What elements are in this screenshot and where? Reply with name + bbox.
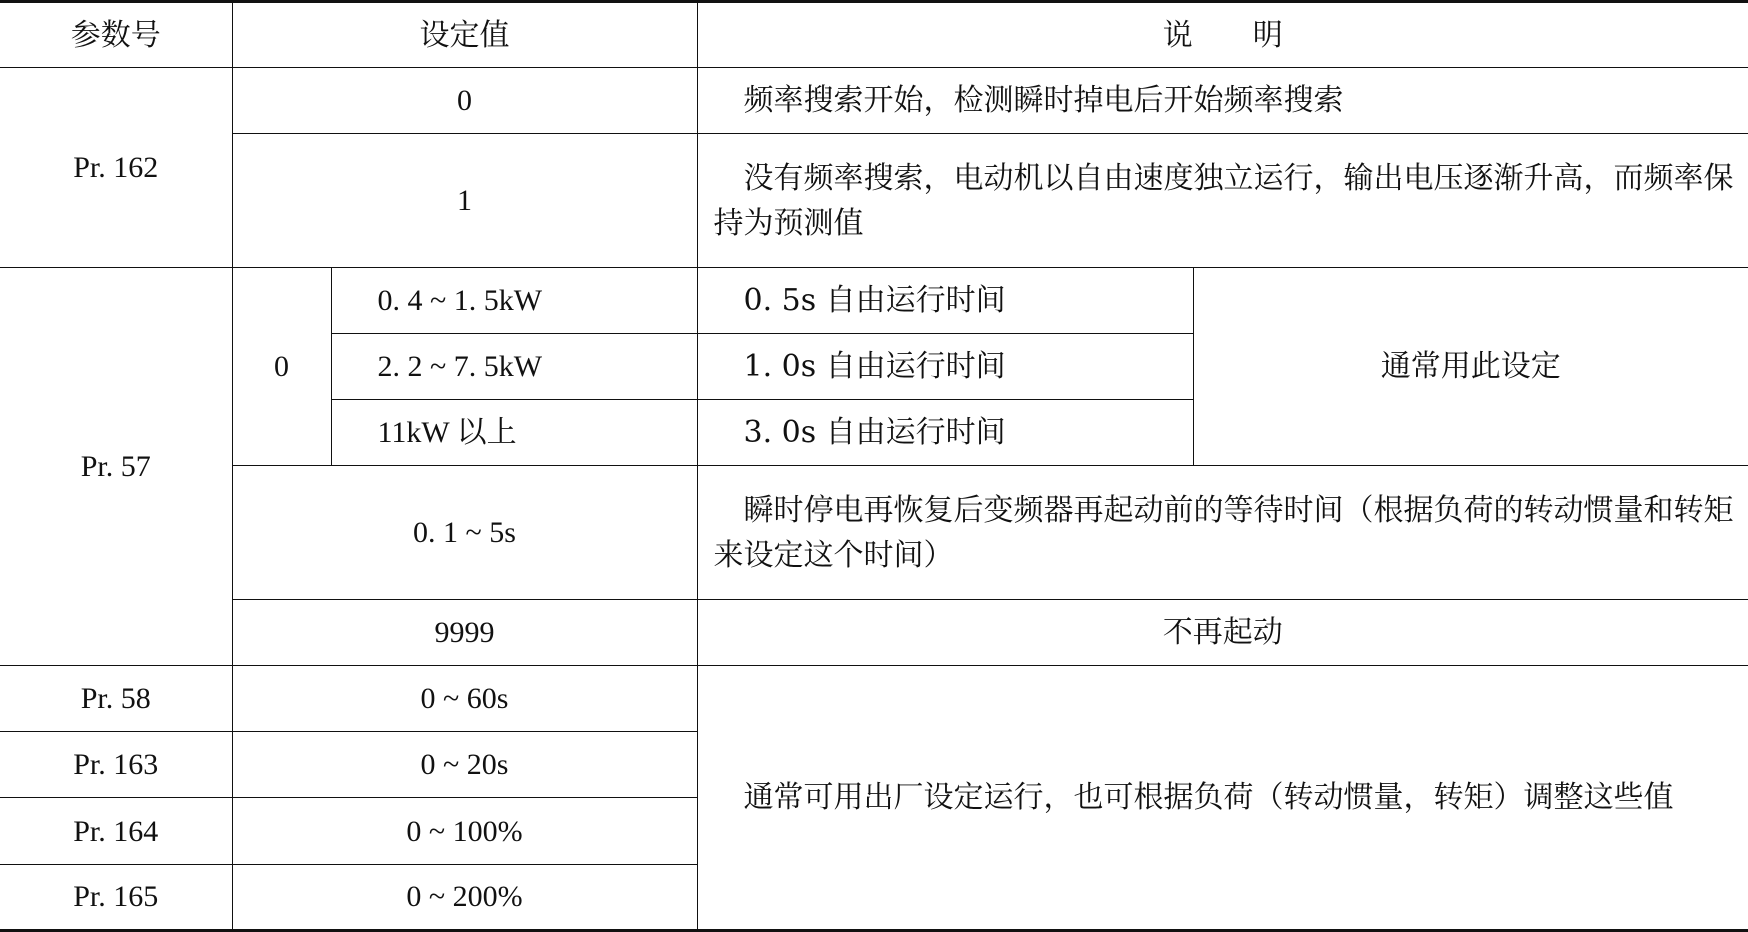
description-cell: 没有频率搜索，电动机以自由速度独立运行，输出电压逐渐升高，而频率保持为预测值 — [697, 134, 1748, 267]
coast-time-cell: 3. 0s 自由运行时间 — [697, 400, 1193, 466]
value-cell: 1 — [232, 134, 697, 267]
value-cell: 0 ~ 100% — [232, 798, 697, 864]
capacity-cell: 2. 2 ~ 7. 5kW — [331, 334, 697, 400]
coast-time-cell: 1. 0s 自由运行时间 — [697, 334, 1193, 400]
table-row — [0, 267, 1748, 333]
param-pr58: Pr. 58 — [0, 666, 232, 732]
param-pr164: Pr. 164 — [0, 798, 232, 864]
header-description: 说 明 — [697, 2, 1748, 68]
value-cell: 0 ~ 20s — [232, 732, 697, 798]
table-row — [0, 666, 1748, 732]
value-cell: 9999 — [232, 599, 697, 665]
group-value-cell: 0 — [232, 267, 331, 466]
capacity-cell: 0. 4 ~ 1. 5kW — [331, 267, 697, 333]
header-param: 参数号 — [0, 2, 232, 68]
param-pr57: Pr. 57 — [0, 267, 232, 665]
description-cell: 不再起动 — [697, 599, 1748, 665]
description-cell: 频率搜索开始，检测瞬时掉电后开始频率搜索 — [697, 68, 1748, 134]
param-pr163: Pr. 163 — [0, 732, 232, 798]
table-row — [0, 599, 1748, 665]
value-cell: 0. 1 ~ 5s — [232, 466, 697, 599]
coast-time-cell: 0. 5s 自由运行时间 — [697, 267, 1193, 333]
header-value: 设定值 — [232, 2, 697, 68]
param-pr165: Pr. 165 — [0, 864, 232, 930]
group-note-cell: 通常用此设定 — [1193, 267, 1748, 466]
param-pr162: Pr. 162 — [0, 68, 232, 268]
description-cell: 瞬时停电再恢复后变频器再起动前的等待时间（根据负荷的转动惯量和转矩来设定这个时间） — [697, 466, 1748, 599]
capacity-cell: 11kW 以上 — [331, 400, 697, 466]
table-row — [0, 466, 1748, 599]
value-cell: 0 — [232, 68, 697, 134]
header-row — [0, 2, 1748, 68]
value-cell: 0 ~ 200% — [232, 864, 697, 930]
table-row — [0, 68, 1748, 134]
table-row — [0, 134, 1748, 267]
value-cell: 0 ~ 60s — [232, 666, 697, 732]
shared-description-cell: 通常可用出厂设定运行，也可根据负荷（转动惯量，转矩）调整这些值 — [697, 666, 1748, 931]
